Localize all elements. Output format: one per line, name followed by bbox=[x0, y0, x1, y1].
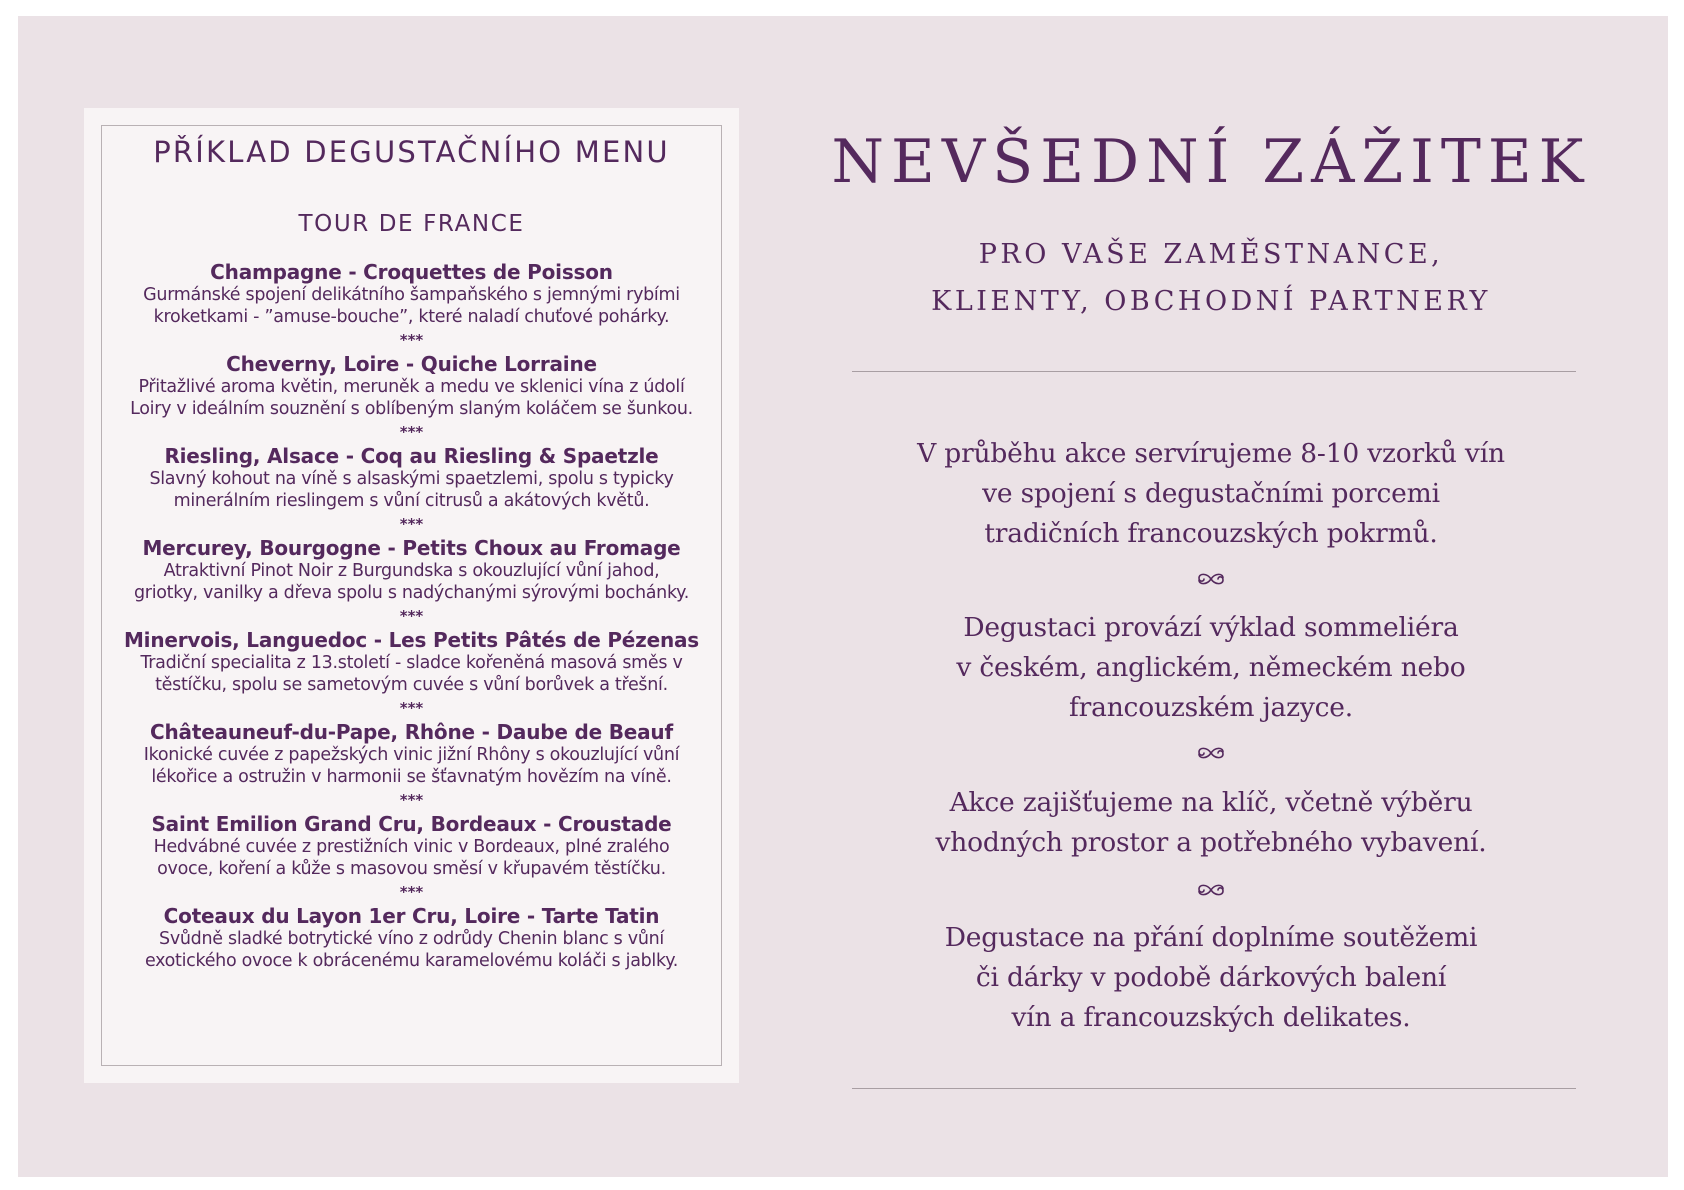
subheadline bbox=[836, 231, 1586, 325]
subheadline-line-2: KLIENTY, OBCHODNÍ PARTNERY bbox=[931, 286, 1491, 317]
divider-top bbox=[852, 371, 1576, 372]
divider-bottom bbox=[852, 1088, 1576, 1089]
course-description-line: ovoce, koření a kůže s masovou směsí v křupavém těstíčku. bbox=[157, 859, 666, 879]
scroll-flourish-icon bbox=[1191, 746, 1231, 760]
course-separator: *** bbox=[399, 331, 424, 349]
course-name: Minervois, Languedoc - Les Petits Pâtés de Pézenas bbox=[123, 628, 700, 652]
course-separator: *** bbox=[399, 515, 424, 533]
paragraph-line: francouzském jazyce. bbox=[1069, 692, 1353, 723]
course-description-line: Gurmánské spojení delikátního šampaňského s jemnými rybími bbox=[143, 285, 680, 305]
course-description-line: kroketkami - ”amuse-bouche”, které naladí chuťové pohárky. bbox=[153, 307, 670, 327]
paragraph-line: Akce zajišťujeme na klíč, včetně výběru bbox=[949, 787, 1473, 818]
course-description-line: Hedvábné cuvée z prestižních vinic v Bordeaux, plné zralého bbox=[153, 837, 670, 857]
course-description-line: Tradiční specialita z 13.století - sladce kořeněná masová směs v bbox=[140, 653, 683, 673]
course-item bbox=[84, 261, 739, 328]
paragraph-line: v českém, anglickém, německém nebo bbox=[956, 652, 1466, 683]
paragraph-turnkey bbox=[836, 783, 1586, 863]
menu-content bbox=[84, 108, 739, 972]
paragraph-line: tradičních francouzských pokrmů. bbox=[984, 518, 1438, 549]
menu-title: PŘÍKLAD DEGUSTAČNÍHO MENU bbox=[153, 135, 670, 169]
course-description-line: Slavný kohout na víně s alsaskými spaetzlemi, spolu s typicky bbox=[149, 469, 674, 489]
course-description-line: Ikonické cuvée z papežských vinic jižní Rhôny s okouzlující vůní bbox=[143, 745, 680, 765]
headline: NEVŠEDNÍ ZÁŽITEK bbox=[831, 127, 1591, 197]
menu-subtitle: TOUR DE FRANCE bbox=[298, 211, 525, 237]
course-separator: *** bbox=[399, 883, 424, 901]
paragraph-line: ve spojení s degustačními porcemi bbox=[982, 478, 1440, 509]
paragraph-line: V průběhu akce servírujeme 8-10 vzorků vín bbox=[917, 438, 1505, 469]
subheadline-line-1: PRO VAŠE ZAMĚSTNANCE, bbox=[978, 239, 1444, 270]
course-description-line: Svůdně sladké botrytické víno z odrůdy Chenin blanc s vůní bbox=[159, 929, 664, 949]
course-list bbox=[84, 261, 739, 972]
paragraph-line: Degustaci provází výklad sommeliéra bbox=[963, 612, 1459, 643]
course-description-line: Přitažlivé aroma květin, meruněk a medu ve sklenici vína z údolí bbox=[138, 377, 685, 397]
paragraph-wine-samples bbox=[836, 434, 1586, 554]
paragraph-line: či dárky v podobě dárkových balení bbox=[975, 962, 1447, 993]
course-name: Cheverny, Loire - Quiche Lorraine bbox=[226, 352, 597, 376]
course-description-line: Loiry v ideálním souznění s oblíbeným slaným koláčem se šunkou. bbox=[130, 399, 693, 419]
paragraph-gifts bbox=[836, 918, 1586, 1038]
menu-card bbox=[84, 108, 739, 1083]
brochure-page bbox=[18, 16, 1668, 1177]
course-separator: *** bbox=[399, 791, 424, 809]
course-name: Champagne - Croquettes de Poisson bbox=[210, 260, 613, 284]
course-item bbox=[84, 353, 739, 420]
course-name: Coteaux du Layon 1er Cru, Loire - Tarte Tatin bbox=[163, 904, 660, 928]
scroll-flourish-icon bbox=[1191, 883, 1231, 897]
course-item bbox=[84, 813, 739, 880]
course-description-line: exotického ovoce k obrácenému karamelovému koláči s jablky. bbox=[144, 951, 679, 971]
course-name: Châteauneuf-du-Pape, Rhône - Daube de Beauf bbox=[150, 720, 673, 744]
paragraph-line: vhodných prostor a potřebného vybavení. bbox=[935, 827, 1487, 858]
course-separator: *** bbox=[399, 423, 424, 441]
course-item bbox=[84, 905, 739, 972]
paragraph-sommelier bbox=[836, 608, 1586, 728]
course-name: Mercurey, Bourgogne - Petits Choux au Fromage bbox=[142, 536, 681, 560]
paragraph-line: Degustace na přání doplníme soutěžemi bbox=[944, 922, 1478, 953]
scroll-flourish-icon bbox=[1191, 572, 1231, 586]
course-description-line: griotky, vanilky a dřeva spolu s nadýchanými sýrovými bochánky. bbox=[134, 583, 689, 603]
course-description-line: Atraktivní Pinot Noir z Burgundska s okouzlující vůní jahod, bbox=[163, 561, 660, 581]
course-item bbox=[84, 445, 739, 512]
course-name: Saint Emilion Grand Cru, Bordeaux - Croustade bbox=[151, 812, 672, 836]
course-name: Riesling, Alsace - Coq au Riesling & Spaetzle bbox=[164, 444, 659, 468]
course-separator: *** bbox=[399, 699, 424, 717]
paragraph-line: vín a francouzských delikates. bbox=[1011, 1002, 1411, 1033]
course-description-line: minerálním rieslingem s vůní citrusů a akátových květů. bbox=[173, 491, 650, 511]
course-item bbox=[84, 721, 739, 788]
course-item bbox=[84, 629, 739, 696]
course-separator: *** bbox=[399, 607, 424, 625]
course-description-line: lékořice a ostružin v harmonii se šťavnatým hovězím na víně. bbox=[151, 767, 672, 787]
course-description-line: těstíčku, spolu se sametovým cuvée s vůní borůvek a třešní. bbox=[155, 675, 668, 695]
course-item bbox=[84, 537, 739, 604]
